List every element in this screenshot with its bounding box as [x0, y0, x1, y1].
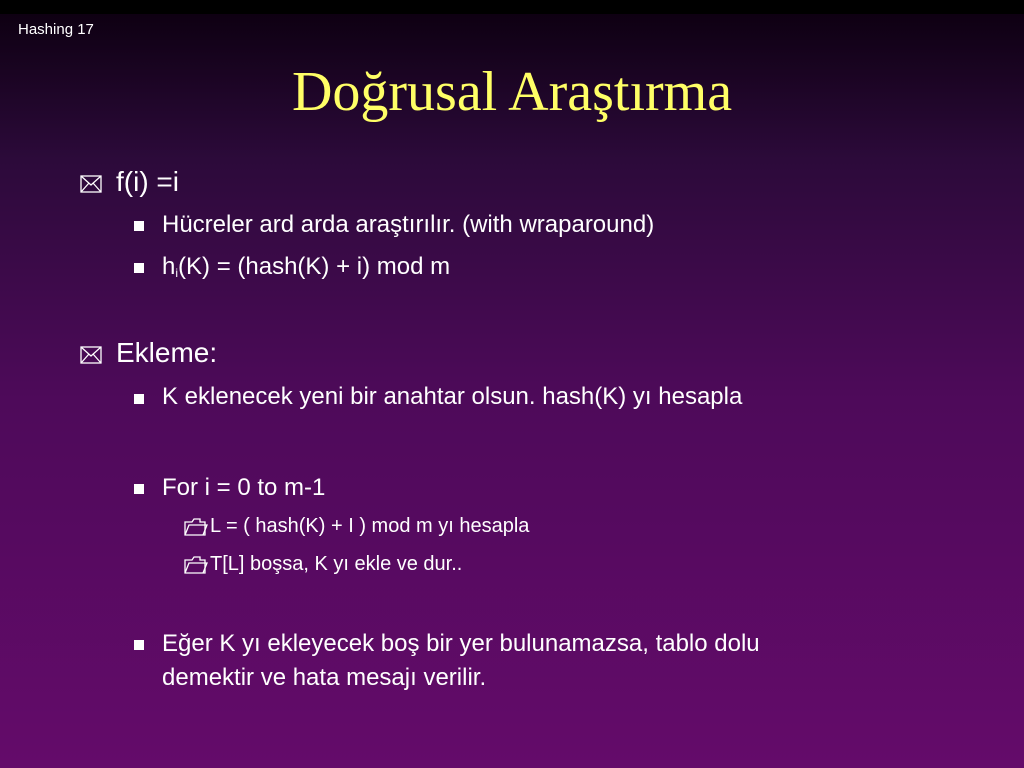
slide-header-label: Hashing 17 — [18, 21, 94, 38]
bullet-text-formula: $h_i(K)$ = (hash(K) + i) mod m — [162, 253, 451, 280]
square-bullet-icon — [134, 263, 144, 273]
section-heading-ekleme: Ekleme: — [116, 337, 218, 368]
square-bullet-icon — [134, 484, 144, 494]
square-bullet-icon — [134, 394, 144, 404]
folder-icon — [184, 556, 208, 574]
square-bullet-icon — [134, 221, 144, 231]
square-bullet-icon — [134, 640, 144, 650]
bullet-text: K eklenecek yeni bir anahtar olsun. hash(K) yı hesapla — [162, 383, 743, 410]
slide-title: Doğrusal Araştırma — [291, 61, 733, 123]
bullet-text: For i = 0 to m-1 — [162, 474, 326, 501]
envelope-icon — [80, 175, 102, 193]
subitem-text: T[L] boşsa, K yı ekle ve dur.. — [210, 553, 463, 575]
bullet-text-line2: demektir ve hata mesajı verilir. — [162, 664, 487, 691]
bullet-text: Hücreler ard arda araştırılır. (with wraparound) — [162, 211, 655, 238]
bullet-text-line1: Eğer K yı ekleyecek boş bir yer bulunamazsa, tablo dolu — [162, 630, 760, 657]
folder-icon — [184, 518, 208, 536]
subitem-text: L = ( hash(K) + I ) mod m yı hesapla — [210, 515, 530, 537]
section-heading-fi: f(i) =i — [116, 166, 179, 197]
envelope-icon — [80, 346, 102, 364]
